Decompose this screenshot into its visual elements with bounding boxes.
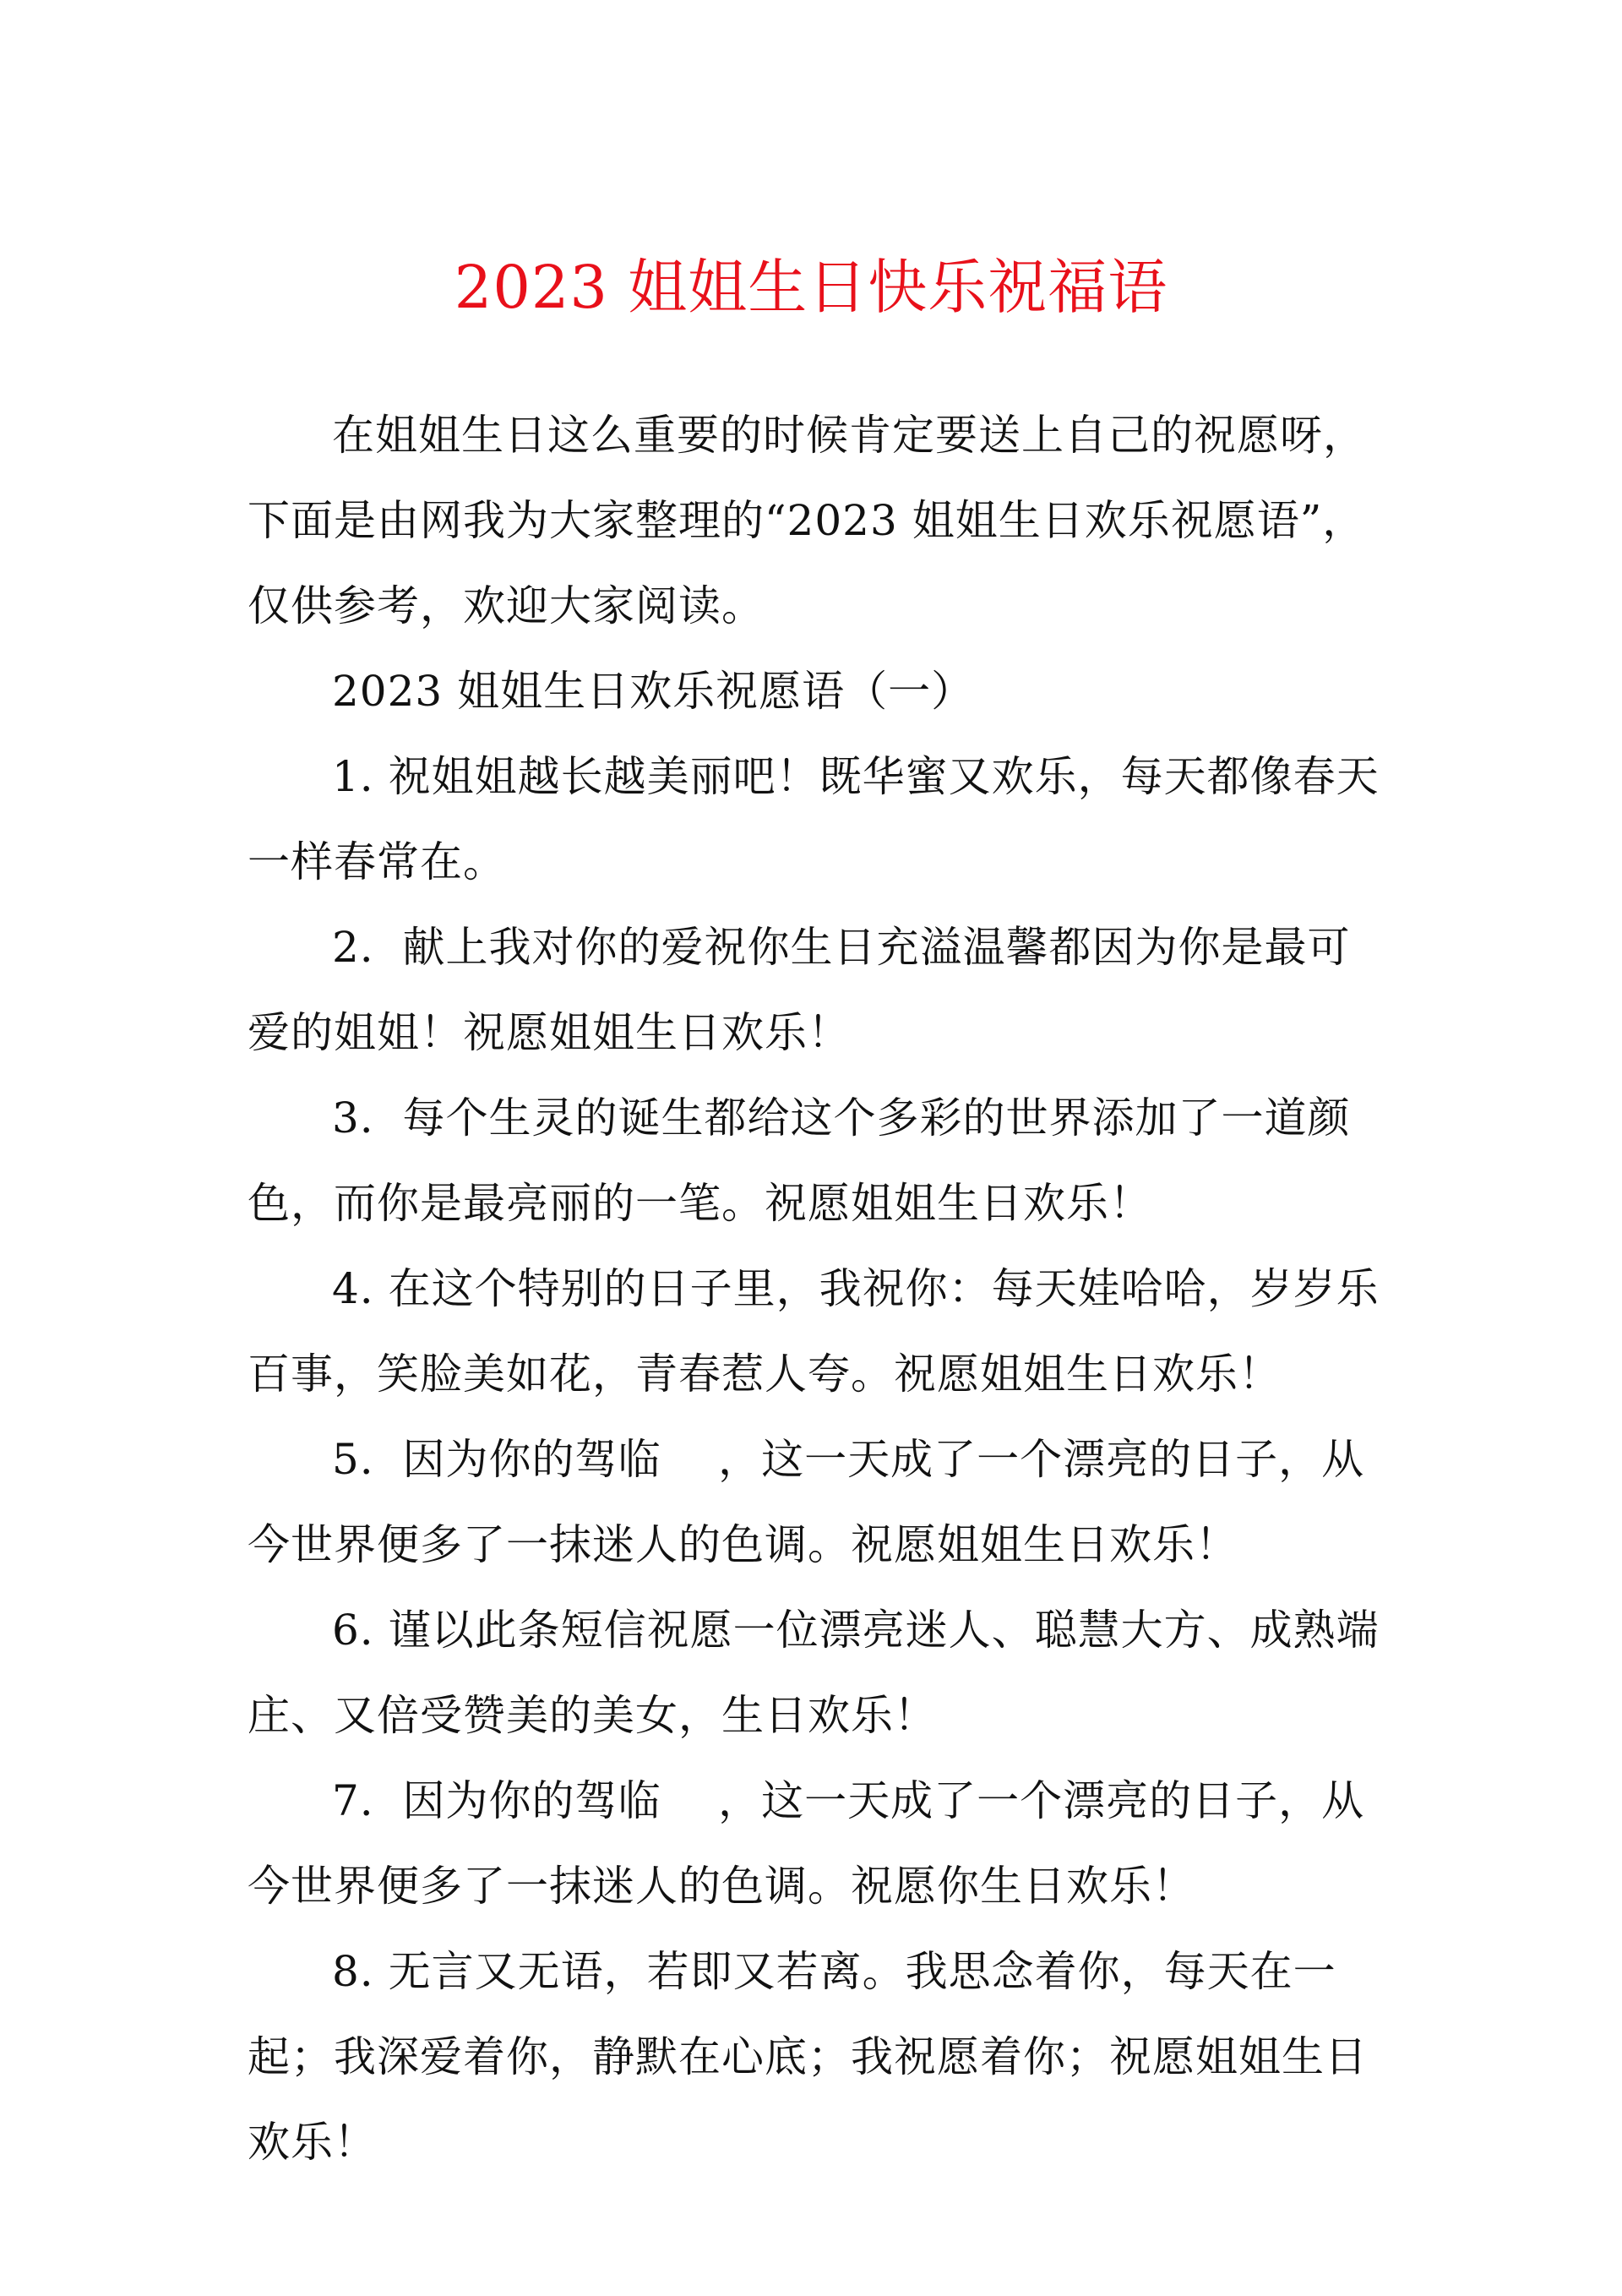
intro-paragraph: 在姐姐生日这么重要的时候肯定要送上自己的祝愿呀，下面是由网我为大家整理的“2023 姐姐生日欢乐祝愿语”，仅供参考，欢迎大家阅读。: [248, 411, 1366, 630]
wish-item-4: 4. 在这个特别的日子里，我祝你：每天娃哈哈，岁岁乐百事，笑脸美如花，青春惹人夸。祝愿姐姐生日欢乐！: [248, 1264, 1380, 1399]
document-body: [248, 393, 1384, 2185]
section-heading: 2023 姐姐生日欢乐祝愿语（一）: [332, 667, 975, 716]
wish-item-3: 3. 每个生灵的诞生都给这个多彩的世界添加了一道颜色，而你是最亮丽的一笔。祝愿姐姐生日欢乐！: [248, 1093, 1351, 1228]
wish-item-8: 8. 无言又无语，若即又若离。我思念着你，每天在一起；我深爱着你，静默在心底；我祝愿着你；祝愿姐姐生日欢乐！: [248, 1947, 1368, 2167]
wish-item-6: 6. 谨以此条短信祝愿一位漂亮迷人、聪慧大方、成熟端庄、又倍受赞美的美女，生日欢乐！: [248, 1606, 1380, 1740]
document-title: 2023 姐姐生日快乐祝福语: [454, 253, 1168, 322]
wish-item-7: 7. 因为你的驾临 ，这一天成了一个漂亮的日子，从今世界便多了一抹迷人的色调。祝愿你生日欢乐！: [248, 1776, 1365, 1911]
wish-item-1: 1. 祝姐姐越长越美丽吧！既华蜜又欢乐，每天都像春天一样春常在。: [248, 752, 1380, 886]
wish-item-2: 2. 献上我对你的爱祝你生日充溢温馨都因为你是最可爱的姐姐！祝愿姐姐生日欢乐！: [248, 923, 1351, 1057]
wish-item-5: 5. 因为你的驾临 ，这一天成了一个漂亮的日子，从今世界便多了一抹迷人的色调。祝愿姐姐生日欢乐！: [248, 1435, 1365, 1569]
